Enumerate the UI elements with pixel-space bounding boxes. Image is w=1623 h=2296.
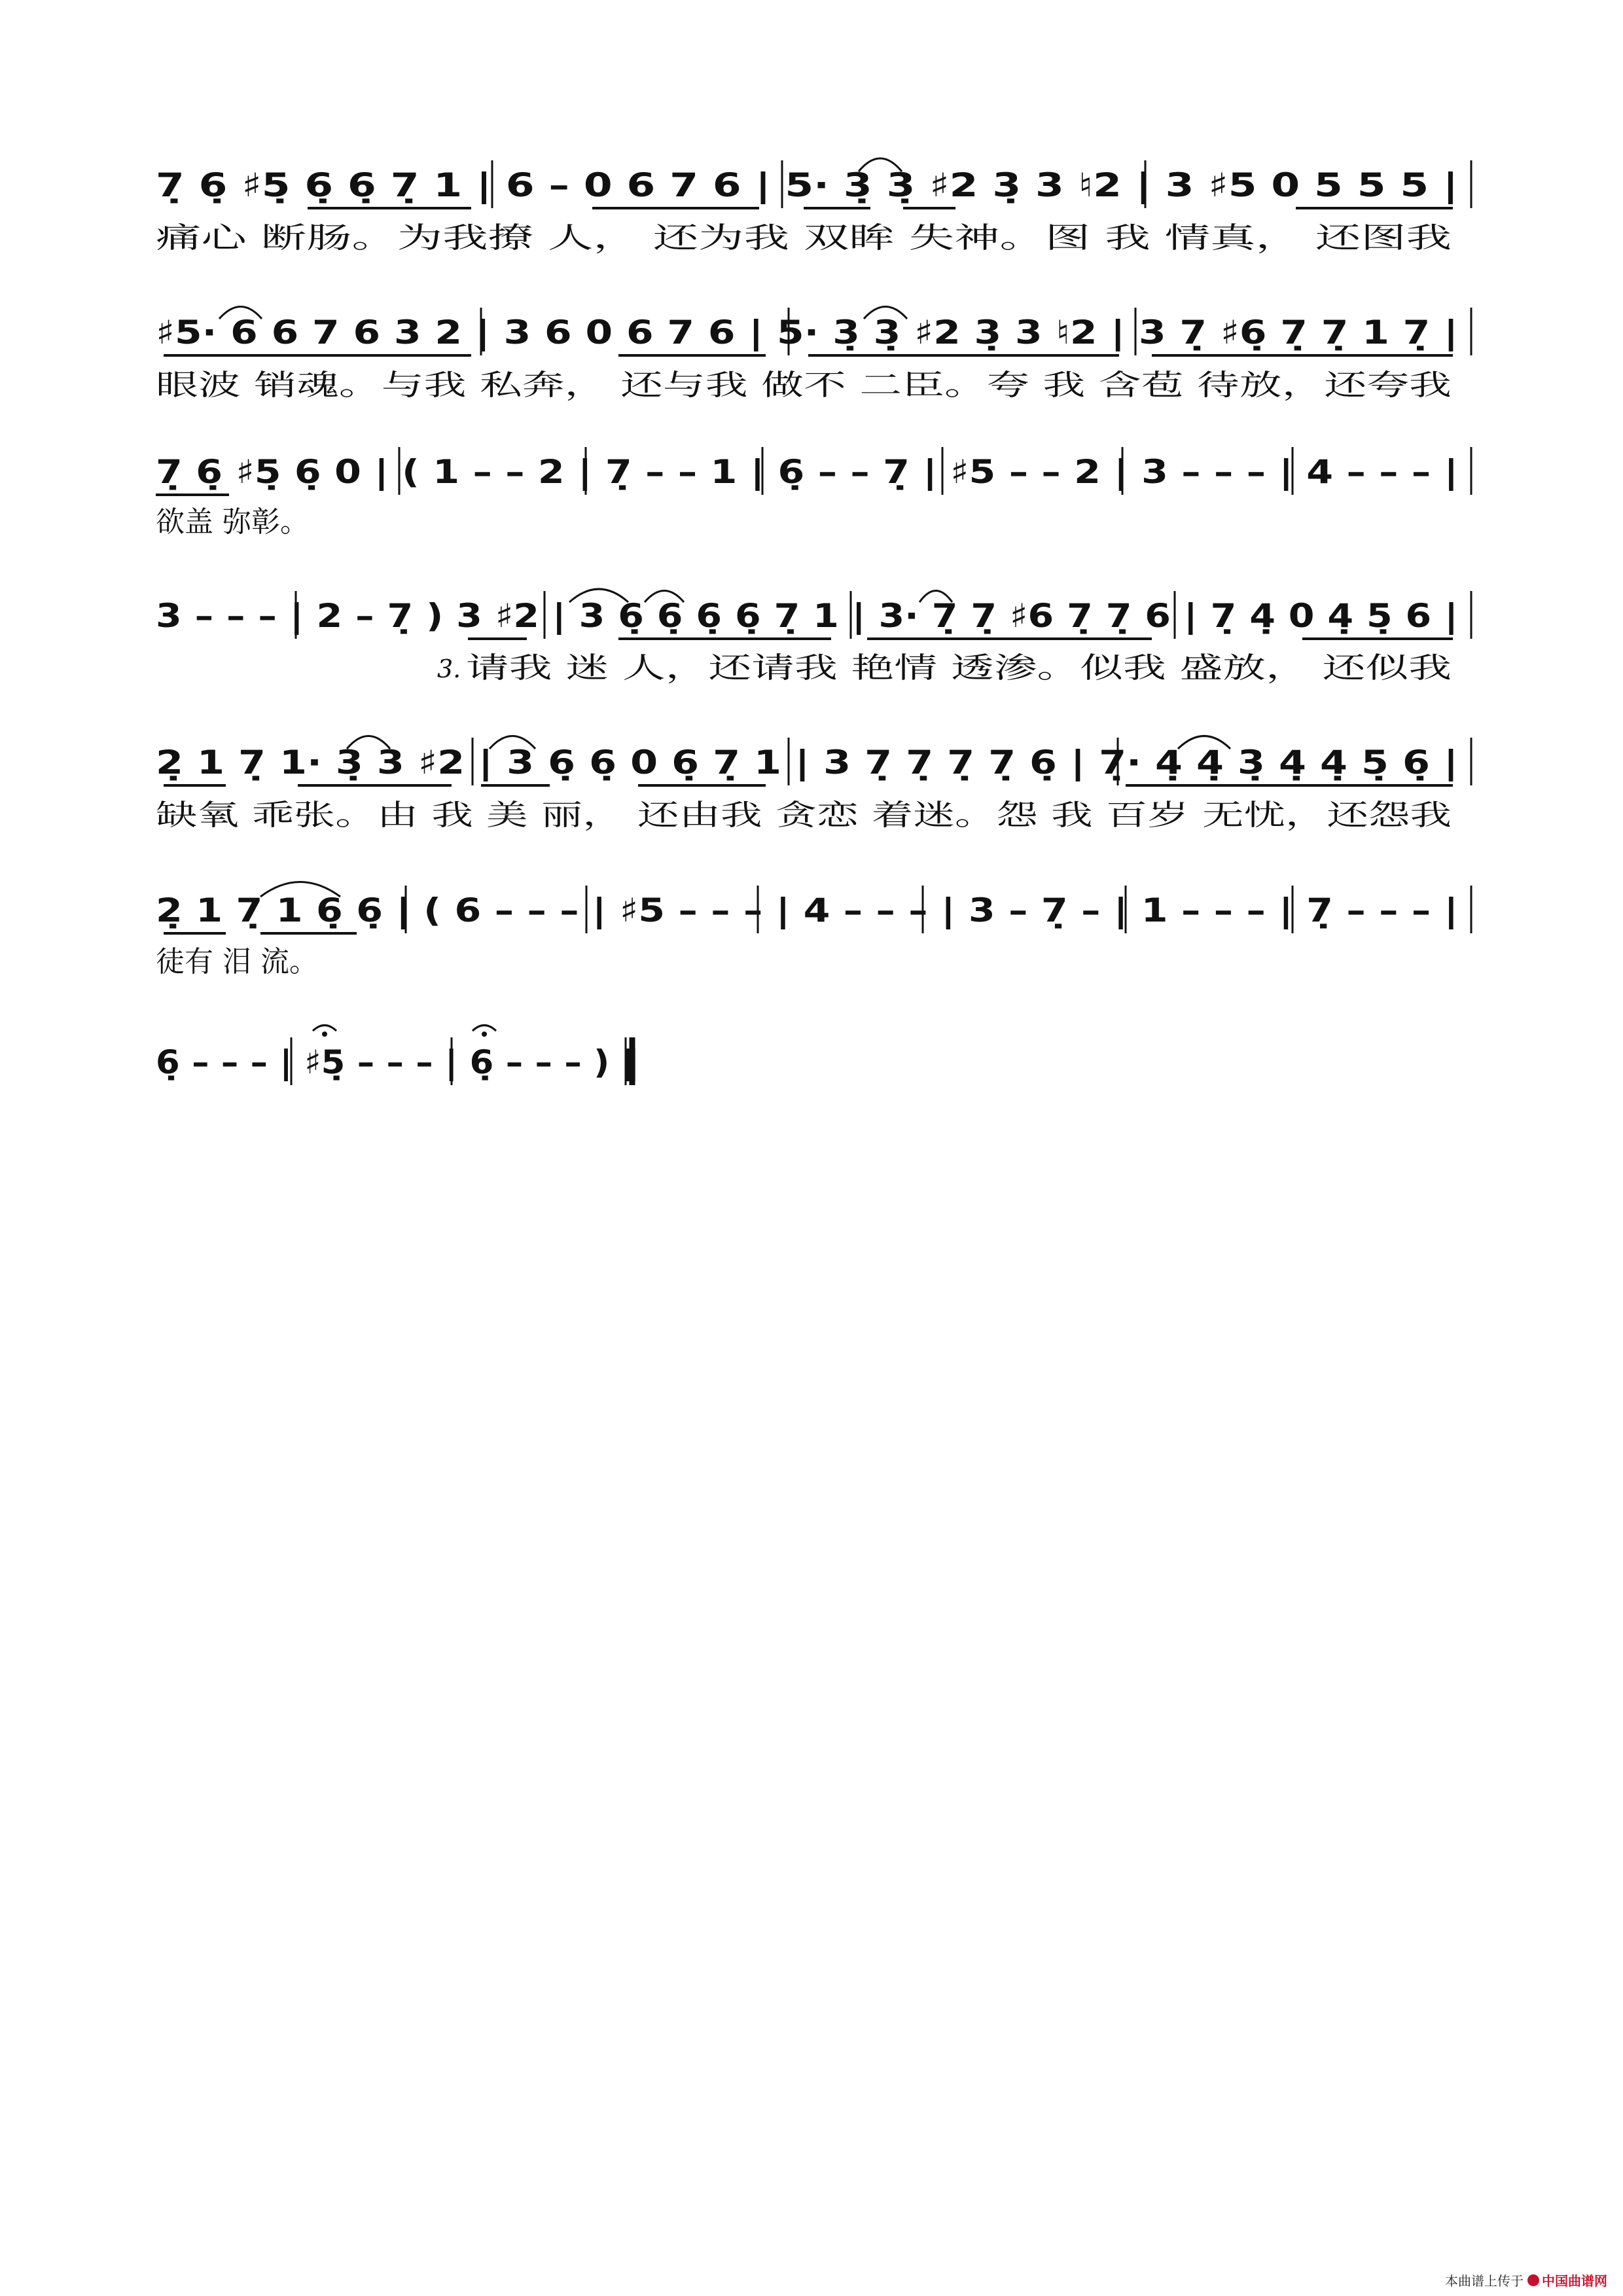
notation-row-2: ♯5· 6 6 7 6 3 2 | 3 6 0 6 7 6 | 5· 3̣ 3̣ ♯2 3̣ 3 ♮2 | 3 7̣ ♯6̣ 7̣ 7̣ 1 7̣ | xyxy=(156,314,1458,351)
fermata-mark xyxy=(313,1026,336,1031)
notation-row-3: 7̣ 6̣ ♯5̣ 6̣ 0 | ( 1 – – 2 | 7̣ – – 1 | 6̣ – – 7̣ | ♯5 – – 2 | 3 – – – | 4 – – – | xyxy=(156,453,1458,491)
site-logo[interactable] xyxy=(1527,2270,1607,2289)
notation-row-1: 7̣ 6̣ ♯5̣ 6̣ 6̣ 7̣ 1 | 6 – 0 6 7 6 | 5· 3̣ 3̣ ♯2 3̣ 3 ♮2 | 3 ♯5 0 5 5 5 | xyxy=(156,166,1458,204)
lyrics-row-1: 痛心 断肠。为我撩 人， 还为我 双眸 失神。图 我 情真， 还图我 xyxy=(156,221,1452,255)
score-row-5 xyxy=(156,736,1471,833)
notation-row-4: 3 – – – | 2 – 7̣ ) 3 ♯2 | 3 6̣ 6̣ 6̣ 6̣ 7̣ 1 | 3· 7̣ 7̣ ♯6 7̣ 7̣ 6 | 7̣ 4̣ 0 4̣ 5̣ 6 | xyxy=(156,597,1458,635)
score-row-3 xyxy=(156,447,1471,539)
footer-upload-text: 本曲谱上传于 xyxy=(1445,2273,1524,2289)
fermata-dot xyxy=(322,1031,327,1037)
site-logo-icon xyxy=(1527,2274,1539,2286)
site-name: 中国曲谱网 xyxy=(1542,2273,1607,2289)
lyrics-row-6: 徒有 泪 流。 xyxy=(156,945,318,978)
score-row-7 xyxy=(156,1026,639,1086)
score-row-2 xyxy=(156,307,1471,403)
score-row-1 xyxy=(156,158,1471,255)
lyrics-row-5: 缺氧 乖张。由 我 美 丽， 还由我 贪恋 着迷。怨 我 百岁 无忧，还怨我 xyxy=(156,798,1452,832)
notation-row-5: 2̣ 1 7̣ 1· 3̣ 3 ♯2 | 3 6̣ 6̣ 0 6̣ 7̣ 1 | 3 7̣ 7̣ 7̣ 7̣ 6̣ | 7̣· 4̣ 4̣ 3̣ 4̣ 4̣ 5̣ 6̣ | xyxy=(156,744,1458,781)
lyrics-row-2: 眼波 销魂。与我 私奔， 还与我 做不 二臣。夸 我 含苞 待放，还夸我 xyxy=(156,368,1452,402)
footer-credit xyxy=(1445,2270,1607,2289)
fermata-dot xyxy=(482,1031,487,1037)
score-row-6 xyxy=(156,882,1471,979)
verse-number: 3. xyxy=(437,655,461,683)
notation-row-7: 6̣ – – – | ♯5̣ – – – | 6̣ – – – ) ‖ xyxy=(156,1043,639,1081)
lyrics-row-3: 欲盖 弥彰。 xyxy=(156,505,309,539)
fermata-mark xyxy=(473,1026,496,1031)
score-row-4 xyxy=(156,589,1471,685)
notation-row-6: 2̣ 1 7̣ 1 6̣ 6̣ | ( 6 – – – | ♯5 – – – | 4 – – – | 3 – 7̣ – | 1 – – – | 7̣ – – – | xyxy=(156,891,1458,929)
lyrics-row-4: 请我 迷 人，还请我 艳情 透渗。似我 盛放， 还似我 xyxy=(466,651,1452,685)
